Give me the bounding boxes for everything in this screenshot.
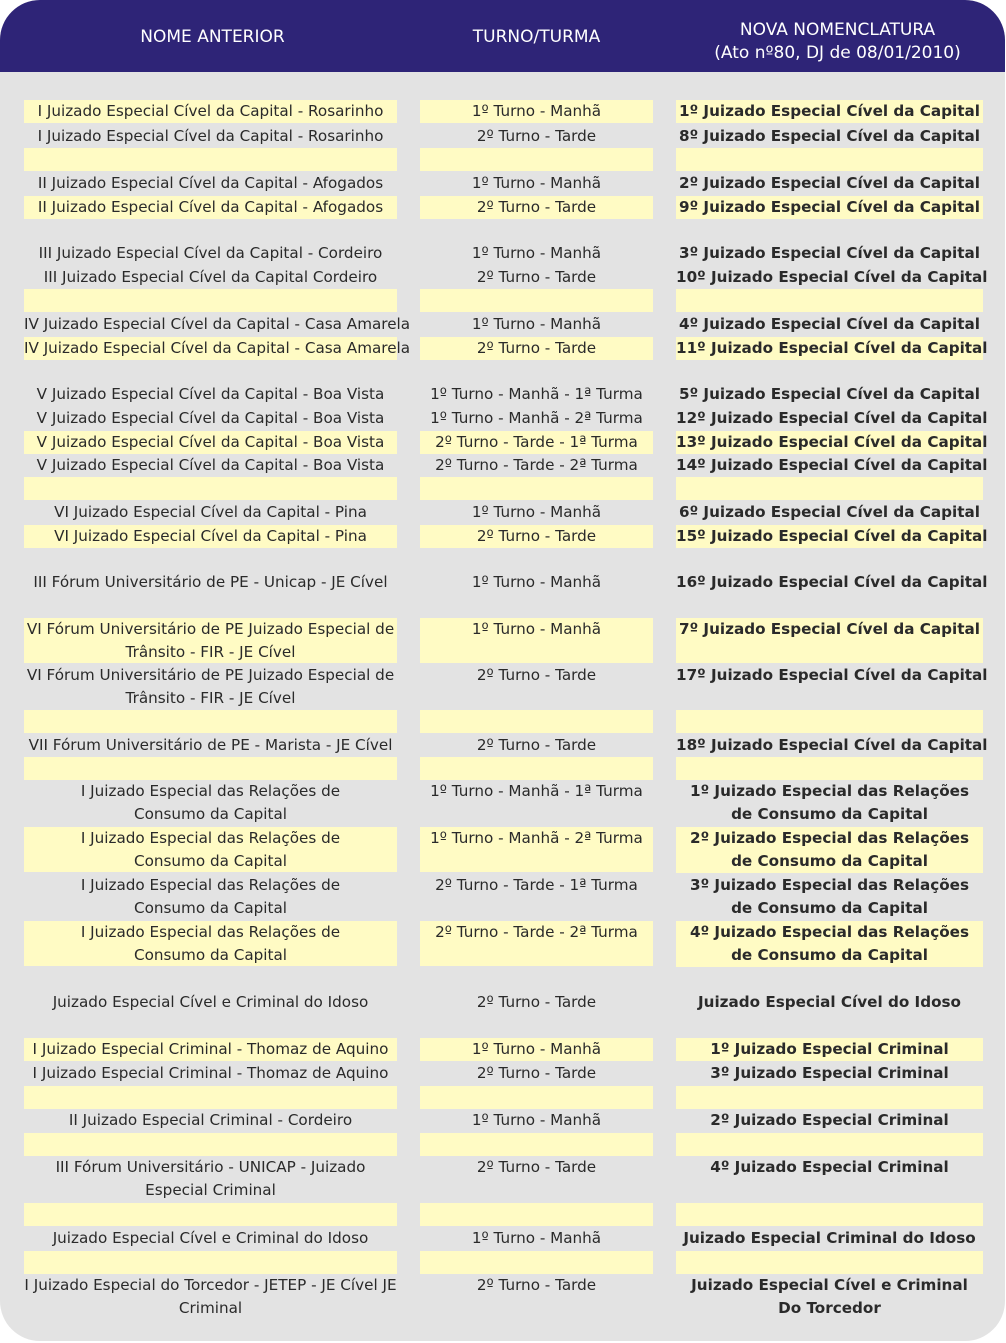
col-nome-anterior-cell xyxy=(24,383,397,406)
col-nome-anterior-text: Especial Criminal xyxy=(145,1181,276,1199)
col-turno-turma-cell xyxy=(420,266,653,289)
col-nova-nomenclatura-text: 9º Juizado Especial Cível da Capital xyxy=(679,198,980,216)
table-header xyxy=(0,0,1005,72)
col-nome-anterior-cell xyxy=(24,921,397,966)
col-nome-anterior-text: III Fórum Universitário de PE - Unicap - JE Cível xyxy=(33,573,388,591)
col-nova-nomenclatura-text: 15º Juizado Especial Cível da Capital xyxy=(676,527,988,545)
col-nova-nomenclatura-cell xyxy=(676,1274,983,1320)
col-turno-turma-cell xyxy=(420,1251,653,1274)
col-nova-nomenclatura-text: de Consumo da Capital xyxy=(731,852,928,870)
col-nome-anterior-text: I Juizado Especial das Relações de xyxy=(80,782,341,800)
col-nova-nomenclatura-text: 18º Juizado Especial Cível da Capital xyxy=(676,736,988,754)
col-turno-turma-text: 1º Turno - Manhã - 1ª Turma xyxy=(430,385,643,403)
col-nome-anterior-text: III Fórum Universitário - UNICAP - Juizado xyxy=(55,1158,366,1176)
col-turno-turma-cell xyxy=(420,757,653,780)
col-nova-nomenclatura-cell xyxy=(676,1062,983,1085)
col-nome-anterior-cell xyxy=(24,780,397,825)
col-nova-nomenclatura-text: 2º Juizado Especial Criminal xyxy=(710,1111,949,1129)
col-nova-nomenclatura-text: 11º Juizado Especial Cível da Capital xyxy=(676,339,988,357)
col-turno-turma-cell xyxy=(420,431,653,454)
header-nome-anterior: NOME ANTERIOR xyxy=(140,27,285,47)
col-turno-turma-text: 1º Turno - Manhã xyxy=(471,503,602,521)
col-nova-nomenclatura-text: Juizado Especial Cível e Criminal xyxy=(691,1276,968,1294)
col-nova-nomenclatura-cell xyxy=(676,148,983,171)
col-nome-anterior-text: II Juizado Especial Cível da Capital - Afogados xyxy=(37,198,384,216)
header-nova-nomenclatura xyxy=(676,19,999,65)
col-nome-anterior-text: I Juizado Especial Criminal - Thomaz de Aquino xyxy=(32,1064,389,1082)
col-nova-nomenclatura-cell xyxy=(676,1227,983,1250)
col-turno-turma-cell xyxy=(420,501,653,524)
col-turno-turma-cell xyxy=(420,827,653,872)
col-nova-nomenclatura-text: 4º Juizado Especial Criminal xyxy=(710,1158,949,1176)
col-nome-anterior-text: I Juizado Especial Cível da Capital - Rosarinho xyxy=(37,102,384,120)
col-nova-nomenclatura-text: 10º Juizado Especial Cível da Capital xyxy=(676,268,988,286)
col-turno-turma-text: 2º Turno - Tarde xyxy=(476,993,597,1011)
col-nova-nomenclatura-text: Juizado Especial Criminal do Idoso xyxy=(683,1229,976,1247)
col-nome-anterior-cell xyxy=(24,710,397,733)
col-nome-anterior-text: V Juizado Especial Cível da Capital - Boa Vista xyxy=(36,456,385,474)
col-nome-anterior-text: I Juizado Especial das Relações de xyxy=(80,923,341,941)
col-nome-anterior-text: Juizado Especial Cível e Criminal do Idoso xyxy=(52,993,369,1011)
col-turno-turma-cell xyxy=(420,991,653,1014)
col-turno-turma-text: 2º Turno - Tarde - 1ª Turma xyxy=(435,433,638,451)
col-nova-nomenclatura-cell xyxy=(676,125,983,148)
col-nome-anterior-cell xyxy=(24,1109,397,1132)
col-turno-turma-cell xyxy=(420,618,653,663)
col-nome-anterior-cell xyxy=(24,125,397,148)
col-nome-anterior-text: I Juizado Especial Criminal - Thomaz de Aquino xyxy=(32,1040,389,1058)
col-nova-nomenclatura-cell xyxy=(676,921,983,967)
col-nome-anterior-cell xyxy=(24,525,397,548)
col-turno-turma-cell xyxy=(420,125,653,148)
col-nome-anterior-cell xyxy=(24,1274,397,1319)
col-nome-anterior-cell xyxy=(24,454,397,477)
col-nova-nomenclatura-text: 4º Juizado Especial das Relações xyxy=(690,923,969,941)
col-nome-anterior-cell xyxy=(24,827,397,872)
col-turno-turma-cell xyxy=(420,1203,653,1226)
col-nova-nomenclatura-cell xyxy=(676,618,983,663)
col-nome-anterior-cell xyxy=(24,664,397,709)
col-turno-turma-cell xyxy=(420,1156,653,1201)
col-turno-turma-cell xyxy=(420,1133,653,1156)
col-turno-turma-cell xyxy=(420,313,653,336)
col-nome-anterior-cell xyxy=(24,757,397,780)
col-turno-turma-text: 2º Turno - Tarde xyxy=(476,339,597,357)
header-nova-nomenclatura-ato: (Ato nº80, DJ de 08/01/2010) xyxy=(714,43,961,63)
col-nome-anterior-text: V Juizado Especial Cível da Capital - Boa Vista xyxy=(36,409,385,427)
col-nome-anterior-text: VI Juizado Especial Cível da Capital - Pina xyxy=(54,527,367,545)
col-turno-turma-text: 1º Turno - Manhã xyxy=(471,1229,602,1247)
col-turno-turma-text: 2º Turno - Tarde - 1ª Turma xyxy=(435,876,638,894)
col-nova-nomenclatura-text: 4º Juizado Especial Cível da Capital xyxy=(679,315,980,333)
col-nova-nomenclatura-text: 6º Juizado Especial Cível da Capital xyxy=(679,503,980,521)
col-nova-nomenclatura-text: 14º Juizado Especial Cível da Capital xyxy=(676,456,988,474)
col-turno-turma-cell xyxy=(420,1227,653,1250)
col-turno-turma-cell xyxy=(420,874,653,919)
col-turno-turma-text: 1º Turno - Manhã xyxy=(471,174,602,192)
col-nova-nomenclatura-text: 3º Juizado Especial Cível da Capital xyxy=(679,244,980,262)
col-nome-anterior-text: III Juizado Especial Cível da Capital Cordeiro xyxy=(43,268,378,286)
col-turno-turma-text: 1º Turno - Manhã xyxy=(471,1111,602,1129)
col-nome-anterior-cell xyxy=(24,618,397,663)
col-nova-nomenclatura-cell xyxy=(676,196,983,219)
col-nova-nomenclatura-cell xyxy=(676,1203,983,1226)
col-nome-anterior-cell xyxy=(24,289,397,312)
col-turno-turma-text: 1º Turno - Manhã xyxy=(471,244,602,262)
col-nome-anterior-cell xyxy=(24,1133,397,1156)
col-turno-turma-text: 2º Turno - Tarde xyxy=(476,268,597,286)
col-turno-turma-cell xyxy=(420,780,653,825)
col-nova-nomenclatura-text: 3º Juizado Especial das Relações xyxy=(690,876,969,894)
col-nome-anterior-cell xyxy=(24,1062,397,1085)
col-turno-turma-cell xyxy=(420,1038,653,1061)
col-nome-anterior-text: Consumo da Capital xyxy=(133,899,287,917)
col-nova-nomenclatura-cell xyxy=(676,266,988,289)
col-turno-turma-cell xyxy=(420,383,653,406)
col-nova-nomenclatura-text: 12º Juizado Especial Cível da Capital xyxy=(676,409,988,427)
col-nova-nomenclatura-text: de Consumo da Capital xyxy=(731,946,928,964)
col-turno-turma-text: 1º Turno - Manhã - 2ª Turma xyxy=(430,829,643,847)
col-nome-anterior-cell xyxy=(24,407,397,430)
col-nome-anterior-text: I Juizado Especial do Torcedor - JETEP - JE Cível JE xyxy=(24,1276,397,1294)
col-nome-anterior-text: I Juizado Especial das Relações de xyxy=(80,876,341,894)
col-nova-nomenclatura-cell xyxy=(676,874,983,920)
col-nome-anterior-text: VI Fórum Universitário de PE Juizado Especial de xyxy=(26,666,395,684)
col-nova-nomenclatura-cell xyxy=(676,1109,983,1132)
col-nova-nomenclatura-text: de Consumo da Capital xyxy=(731,805,928,823)
col-turno-turma-cell xyxy=(420,337,653,360)
col-nome-anterior-text: Criminal xyxy=(178,1299,243,1317)
col-nova-nomenclatura-text: 3º Juizado Especial Criminal xyxy=(710,1064,949,1082)
col-nome-anterior-cell xyxy=(24,313,411,336)
col-nova-nomenclatura-cell xyxy=(676,1038,983,1061)
col-nova-nomenclatura-cell xyxy=(676,313,983,336)
col-turno-turma-cell xyxy=(420,148,653,171)
col-nova-nomenclatura-text: 1º Juizado Especial Criminal xyxy=(710,1040,949,1058)
col-nome-anterior-cell xyxy=(24,1203,397,1226)
col-turno-turma-text: 2º Turno - Tarde xyxy=(476,666,597,684)
col-turno-turma-cell xyxy=(420,664,653,709)
col-nova-nomenclatura-cell xyxy=(676,1156,983,1201)
col-nova-nomenclatura-cell xyxy=(676,477,983,500)
col-nome-anterior-text: VI Fórum Universitário de PE Juizado Especial de xyxy=(26,620,395,638)
col-nome-anterior-text: II Juizado Especial Criminal - Cordeiro xyxy=(68,1111,353,1129)
col-nova-nomenclatura-cell xyxy=(676,571,988,594)
col-turno-turma-cell xyxy=(420,1062,653,1085)
col-nova-nomenclatura-text: 17º Juizado Especial Cível da Capital xyxy=(676,666,988,684)
col-turno-turma-text: 1º Turno - Manhã - 1ª Turma xyxy=(430,782,643,800)
col-nova-nomenclatura-text: 8º Juizado Especial Cível da Capital xyxy=(679,127,980,145)
col-turno-turma-cell xyxy=(420,571,653,594)
col-nova-nomenclatura-cell xyxy=(676,407,988,430)
col-nome-anterior-cell xyxy=(24,1086,397,1109)
col-nome-anterior-text: IV Juizado Especial Cível da Capital - Casa Amarela xyxy=(24,339,411,357)
col-nome-anterior-text: Consumo da Capital xyxy=(133,946,287,964)
col-nova-nomenclatura-cell xyxy=(676,991,983,1014)
col-turno-turma-cell xyxy=(420,477,653,500)
col-turno-turma-text: 1º Turno - Manhã xyxy=(471,620,602,638)
col-nome-anterior-cell xyxy=(24,337,411,360)
col-turno-turma-text: 2º Turno - Tarde - 2ª Turma xyxy=(435,456,638,474)
col-nome-anterior-cell xyxy=(24,874,397,919)
col-nome-anterior-cell xyxy=(24,734,397,757)
col-nome-anterior-cell xyxy=(24,196,397,219)
col-nova-nomenclatura-text: Do Torcedor xyxy=(778,1299,881,1317)
col-turno-turma-cell xyxy=(420,289,653,312)
col-turno-turma-text: 1º Turno - Manhã xyxy=(471,1040,602,1058)
col-turno-turma-cell xyxy=(420,242,653,265)
col-nome-anterior-text: Trânsito - FIR - JE Cível xyxy=(125,689,296,707)
col-turno-turma-text: 2º Turno - Tarde xyxy=(476,1158,597,1176)
col-nome-anterior-cell xyxy=(24,100,397,123)
col-nome-anterior-cell xyxy=(24,1038,397,1061)
col-turno-turma-text: 2º Turno - Tarde xyxy=(476,198,597,216)
col-turno-turma-text: 2º Turno - Tarde xyxy=(476,1276,597,1294)
col-nome-anterior-cell xyxy=(24,1227,397,1250)
col-nova-nomenclatura-text: 2º Juizado Especial das Relações xyxy=(690,829,969,847)
col-nome-anterior-cell xyxy=(24,1251,397,1274)
col-nova-nomenclatura-cell xyxy=(676,172,983,195)
col-nome-anterior-cell xyxy=(24,431,397,454)
col-nome-anterior-text: Juizado Especial Cível e Criminal do Idoso xyxy=(52,1229,369,1247)
col-nova-nomenclatura-text: 1º Juizado Especial das Relações xyxy=(690,782,969,800)
col-nova-nomenclatura-cell xyxy=(676,664,988,709)
col-nome-anterior-text: V Juizado Especial Cível da Capital - Boa Vista xyxy=(36,433,385,451)
col-nova-nomenclatura-text: 1º Juizado Especial Cível da Capital xyxy=(679,102,980,120)
col-turno-turma-cell xyxy=(420,734,653,757)
header-turno-turma: TURNO/TURMA xyxy=(472,27,601,47)
col-nova-nomenclatura-cell xyxy=(676,1133,983,1156)
col-turno-turma-text: 1º Turno - Manhã xyxy=(471,102,602,120)
col-nova-nomenclatura-text: 16º Juizado Especial Cível da Capital xyxy=(676,573,988,591)
col-nome-anterior-text: VII Fórum Universitário de PE - Marista - JE Cível xyxy=(28,736,393,754)
header-nova-nomenclatura-title: NOVA NOMENCLATURA xyxy=(739,20,936,40)
col-nova-nomenclatura-cell xyxy=(676,1251,983,1274)
col-nome-anterior-text: Consumo da Capital xyxy=(133,805,287,823)
col-nome-anterior-text: Consumo da Capital xyxy=(133,852,287,870)
col-nova-nomenclatura-text: de Consumo da Capital xyxy=(731,899,928,917)
col-turno-turma-cell xyxy=(420,710,653,733)
col-nome-anterior-cell xyxy=(24,172,397,195)
col-nome-anterior-cell xyxy=(24,501,397,524)
col-nova-nomenclatura-cell xyxy=(676,780,983,826)
col-turno-turma-cell xyxy=(420,196,653,219)
col-turno-turma-cell xyxy=(420,1109,653,1132)
col-nova-nomenclatura-text: 7º Juizado Especial Cível da Capital xyxy=(679,620,980,638)
col-nome-anterior-text: IV Juizado Especial Cível da Capital - Casa Amarela xyxy=(24,315,411,333)
col-nova-nomenclatura-cell xyxy=(676,454,988,477)
col-turno-turma-cell xyxy=(420,407,653,430)
col-turno-turma-cell xyxy=(420,172,653,195)
col-nome-anterior-text: I Juizado Especial das Relações de xyxy=(80,829,341,847)
col-nova-nomenclatura-cell xyxy=(676,100,983,123)
col-turno-turma-text: 1º Turno - Manhã xyxy=(471,573,602,591)
col-turno-turma-text: 2º Turno - Tarde xyxy=(476,1064,597,1082)
col-nome-anterior-cell xyxy=(24,477,397,500)
col-nova-nomenclatura-cell xyxy=(676,501,983,524)
col-nome-anterior-text: II Juizado Especial Cível da Capital - Afogados xyxy=(37,174,384,192)
col-turno-turma-text: 2º Turno - Tarde xyxy=(476,527,597,545)
col-nova-nomenclatura-cell xyxy=(676,289,983,312)
col-nova-nomenclatura-text: 2º Juizado Especial Cível da Capital xyxy=(679,174,980,192)
col-nome-anterior-cell xyxy=(24,1156,397,1201)
col-nova-nomenclatura-cell xyxy=(676,757,983,780)
col-turno-turma-cell xyxy=(420,1274,653,1319)
col-nova-nomenclatura-cell xyxy=(676,734,988,757)
col-turno-turma-cell xyxy=(420,1086,653,1109)
col-nome-anterior-text: III Juizado Especial Cível da Capital - Cordeiro xyxy=(38,244,383,262)
col-nova-nomenclatura-cell xyxy=(676,337,988,360)
col-nova-nomenclatura-text: 5º Juizado Especial Cível da Capital xyxy=(679,385,980,403)
col-turno-turma-text: 1º Turno - Manhã - 2ª Turma xyxy=(430,409,643,427)
col-nome-anterior-text: Trânsito - FIR - JE Cível xyxy=(125,643,296,661)
col-nome-anterior-cell xyxy=(24,991,397,1014)
col-nova-nomenclatura-cell xyxy=(676,383,983,406)
col-nova-nomenclatura-cell xyxy=(676,1086,983,1109)
col-nova-nomenclatura-cell xyxy=(676,431,988,454)
col-turno-turma-cell xyxy=(420,454,653,477)
col-nova-nomenclatura-cell xyxy=(676,827,983,873)
col-turno-turma-cell xyxy=(420,525,653,548)
col-turno-turma-text: 1º Turno - Manhã xyxy=(471,315,602,333)
col-nova-nomenclatura-text: Juizado Especial Cível do Idoso xyxy=(698,993,961,1011)
col-nome-anterior-cell xyxy=(24,266,397,289)
col-nova-nomenclatura-text: 13º Juizado Especial Cível da Capital xyxy=(676,433,988,451)
col-nova-nomenclatura-cell xyxy=(676,710,983,733)
col-nova-nomenclatura-cell xyxy=(676,242,983,265)
col-turno-turma-cell xyxy=(420,100,653,123)
col-turno-turma-text: 2º Turno - Tarde xyxy=(476,127,597,145)
col-nome-anterior-cell xyxy=(24,242,397,265)
col-turno-turma-cell xyxy=(420,921,653,966)
col-nome-anterior-text: I Juizado Especial Cível da Capital - Rosarinho xyxy=(37,127,384,145)
col-nome-anterior-text: V Juizado Especial Cível da Capital - Boa Vista xyxy=(36,385,385,403)
col-nova-nomenclatura-cell xyxy=(676,525,988,548)
col-turno-turma-text: 2º Turno - Tarde xyxy=(476,736,597,754)
col-nome-anterior-cell xyxy=(24,148,397,171)
col-nome-anterior-cell xyxy=(24,571,397,594)
col-turno-turma-text: 2º Turno - Tarde - 2ª Turma xyxy=(435,923,638,941)
col-nome-anterior-text: VI Juizado Especial Cível da Capital - Pina xyxy=(54,503,367,521)
